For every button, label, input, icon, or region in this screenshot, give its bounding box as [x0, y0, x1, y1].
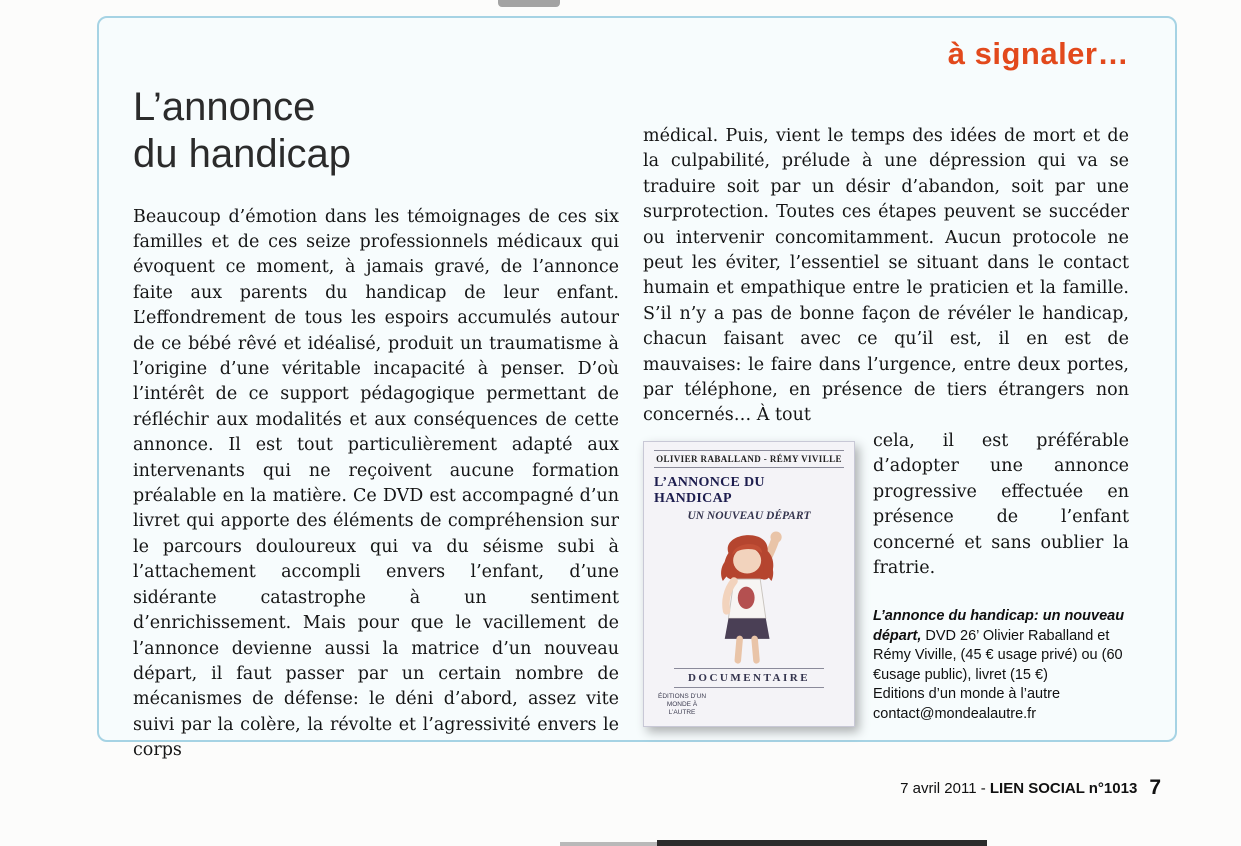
article-column-right — [643, 84, 1129, 764]
article — [133, 84, 1129, 764]
article-column-left — [133, 84, 619, 764]
scan-artifact-bottom-light — [560, 842, 657, 846]
article-text-right-wrap: cela, il est préférable d’adopter une annonce progressive effectuée en présence de l’enfant concerné et sans oublier la fratrie. — [873, 430, 1129, 578]
article-title-line1: L’annonce — [133, 85, 316, 129]
article-text-right: médical. Puis, vient le temps des idées de mort et de la culpabilité, prélude à une dépression qui va se traduire soit par un désir d’abandon, soit par une surprotection. Toutes ces étapes peuvent se succéder ou intervenir concomitamment. Aucun protocole ne peut les éviter, l’essentiel se situant dans le contact humain et empathique entre le praticien et la famille. S’il n’y a pas de bonne façon de révéler le handicap, chacun faisant avec ce qu’il est, il en est de mauvaises: le faire dans l’urgence, entre deux portes, par téléphone, en présence de tiers étrangers non concernés… À tout — [643, 126, 1129, 426]
caption-publisher: Editions d’un monde à l’autre — [873, 686, 1061, 703]
caption-title: L’annonce du handicap: un nouveau départ, — [873, 608, 1125, 644]
section-label: à signaler… — [947, 36, 1129, 71]
footer-journal-name: LIEN SOCIAL n°1013 — [989, 780, 1138, 797]
dvd-cover-authors: OLIVIER RABALLAND - RÉMY VIVILLE — [654, 450, 844, 468]
article-title — [133, 84, 619, 178]
article-text-left: Beaucoup d’émotion dans les témoignages de ces six familles et de ces seize professionnels médicaux qui évoquent ce moment, à jamais gravé, de l’annonce faite aux parents du handicap de leur enfant. L’effondrement de tous les espoirs accumulés autour de ce bébé rêvé et idéalisé, produit un traumatisme à l’origine d’une véritable incapacité à penser. D’où l’intérêt de ce support pédagogique permettant de réfléchir aux modalités et aux conséquences de cette annonce. Il est tout particulièrement adapté aux intervenants qui ne reçoivent aucune formation préalable en la matière. Ce DVD est accompagné d’un livret qui apporte des éléments de compréhension sur le parcours douloureux qui va du séisme subi à l’attachement accompli envers l’enfant, d’une sidérante catastrophe à un sentiment d’enrichissement. Mais pour que le vacillement de l’annonce devienne aussi la matrice d’un nouveau départ, il faut passer par un certain nombre de mécanismes de défense: le déni d’abord, assez vite suivi par la colère, la révolte et l’agressivité envers le corps — [133, 206, 619, 761]
footer-page-number: 7 — [1149, 776, 1161, 799]
scan-artifact-bottom-dark — [657, 840, 987, 846]
dvd-cover — [643, 441, 855, 727]
caption-credits: DVD 26’ Olivier Raballand et Rémy Viville, (45 € usage privé) ou (60 €usage public), livret (15 €) — [873, 627, 1123, 683]
caption-contact-email: contact@mondealautre.fr — [873, 705, 1037, 722]
footer-date: 7 avril 2011 - — [900, 780, 990, 797]
dvd-cover-publisher: ÉDITIONS D’UN MONDE À L’AUTRE — [657, 692, 707, 717]
dvd-cover-figure — [643, 441, 857, 727]
girl-illustration — [693, 524, 805, 666]
scan-artifact-top — [498, 0, 560, 7]
dvd-cover-subtitle: UN NOUVEAU DÉPART — [687, 509, 811, 522]
page-footer — [0, 776, 1161, 800]
dvd-cover-title: L’ANNONCE DU HANDICAP — [654, 474, 765, 506]
dvd-cover-illustration — [654, 522, 844, 668]
article-title-line2: du handicap — [133, 131, 351, 176]
dvd-cover-genre: DOCUMENTAIRE — [674, 668, 824, 688]
